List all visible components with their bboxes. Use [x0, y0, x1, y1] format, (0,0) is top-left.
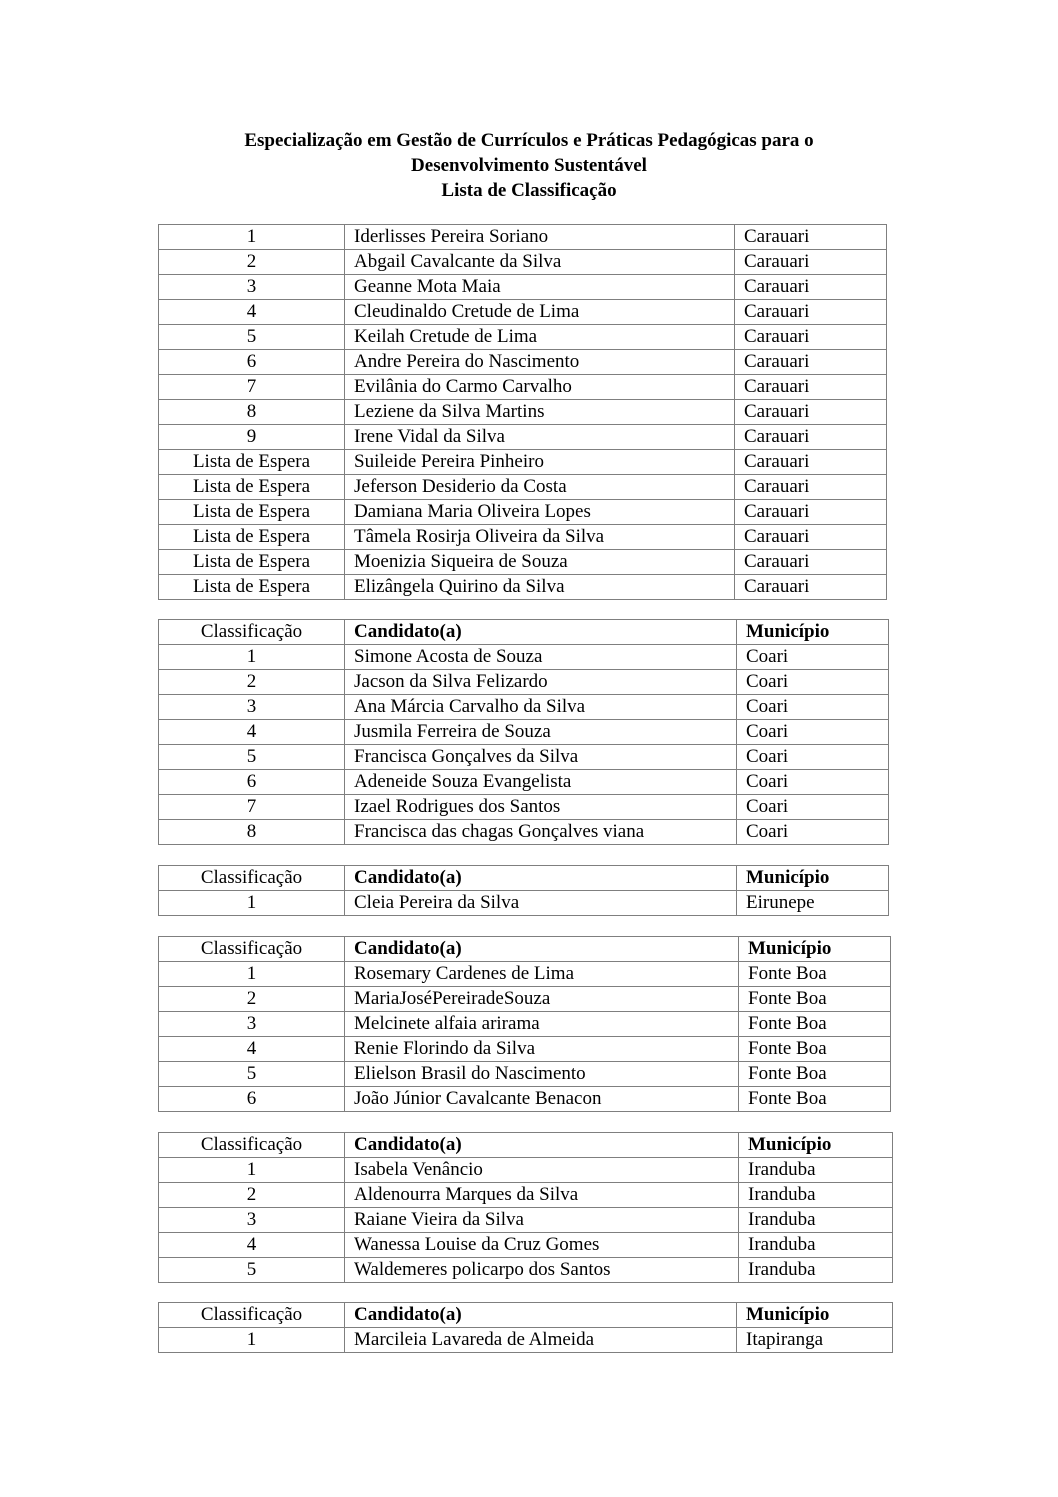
table-row: [159, 1037, 891, 1062]
classification-table-carauari: [158, 224, 887, 600]
table-row: [159, 1183, 893, 1208]
rank-cell: 8: [159, 400, 345, 425]
candidate-name-cell: Moenizia Siqueira de Souza: [345, 550, 735, 575]
classification-table-iranduba: [158, 1132, 893, 1283]
rank-cell: 6: [159, 770, 345, 795]
candidate-name-cell: João Júnior Cavalcante Benacon: [345, 1087, 739, 1112]
table-row: [159, 891, 889, 916]
candidate-name-cell: Francisca das chagas Gonçalves viana: [345, 820, 737, 845]
candidate-name-cell: Ana Márcia Carvalho da Silva: [345, 695, 737, 720]
table-header-row: [159, 937, 891, 962]
municipio-cell: Fonte Boa: [739, 1012, 891, 1037]
municipio-cell: Fonte Boa: [739, 1087, 891, 1112]
table-row: [159, 795, 889, 820]
rank-cell: Lista de Espera: [159, 525, 345, 550]
municipio-cell: Carauari: [735, 375, 887, 400]
rank-cell: 2: [159, 987, 345, 1012]
rank-cell: 1: [159, 1158, 345, 1183]
candidate-name-cell: Cleia Pereira da Silva: [345, 891, 737, 916]
table-row: [159, 250, 887, 275]
rank-cell: 5: [159, 1258, 345, 1283]
header-candidato: Candidato(a): [345, 1303, 737, 1328]
header-candidato: Candidato(a): [345, 937, 739, 962]
candidate-name-cell: Melcinete alfaia arirama: [345, 1012, 739, 1037]
rank-cell: 6: [159, 1087, 345, 1112]
rank-cell: 8: [159, 820, 345, 845]
municipio-cell: Iranduba: [739, 1208, 893, 1233]
municipio-cell: Iranduba: [739, 1233, 893, 1258]
table-row: [159, 575, 887, 600]
table-row: [159, 1062, 891, 1087]
table-row: [159, 1208, 893, 1233]
municipio-cell: Carauari: [735, 425, 887, 450]
municipio-cell: Coari: [737, 720, 889, 745]
candidate-name-cell: Renie Florindo da Silva: [345, 1037, 739, 1062]
municipio-cell: Iranduba: [739, 1258, 893, 1283]
rank-cell: 4: [159, 1233, 345, 1258]
municipio-cell: Coari: [737, 695, 889, 720]
table-row: [159, 695, 889, 720]
table-row: [159, 400, 887, 425]
table-row: [159, 275, 887, 300]
candidate-name-cell: Geanne Mota Maia: [345, 275, 735, 300]
rank-cell: 1: [159, 1328, 345, 1353]
header-municipio: Município: [739, 937, 891, 962]
candidate-name-cell: Keilah Cretude de Lima: [345, 325, 735, 350]
candidate-name-cell: Marcileia Lavareda de Almeida: [345, 1328, 737, 1353]
table-row: [159, 375, 887, 400]
candidate-name-cell: Aldenourra Marques da Silva: [345, 1183, 739, 1208]
rank-cell: 3: [159, 275, 345, 300]
municipio-cell: Fonte Boa: [739, 987, 891, 1012]
table-row: [159, 525, 887, 550]
candidate-name-cell: Waldemeres policarpo dos Santos: [345, 1258, 739, 1283]
rank-cell: 7: [159, 375, 345, 400]
classification-table-eirunepe: [158, 865, 889, 916]
municipio-cell: Carauari: [735, 400, 887, 425]
title-line-1: Especialização em Gestão de Currículos e Práticas Pedagógicas para o: [244, 130, 814, 151]
header-classificacao: Classificação: [159, 620, 345, 645]
rank-cell: 5: [159, 745, 345, 770]
table-row: [159, 500, 887, 525]
table-row: [159, 475, 887, 500]
rank-cell: 1: [159, 962, 345, 987]
rank-cell: 1: [159, 225, 345, 250]
rank-cell: 4: [159, 300, 345, 325]
table-row: [159, 1233, 893, 1258]
header-classificacao: Classificação: [159, 1303, 345, 1328]
candidate-name-cell: Isabela Venâncio: [345, 1158, 739, 1183]
rank-cell: Lista de Espera: [159, 500, 345, 525]
rank-cell: 9: [159, 425, 345, 450]
rank-cell: Lista de Espera: [159, 475, 345, 500]
classification-table-fonte-boa: [158, 936, 891, 1112]
table-row: [159, 350, 887, 375]
table-header-row: [159, 866, 889, 891]
table-header-row: [159, 1303, 893, 1328]
table-header-row: [159, 620, 889, 645]
candidate-name-cell: Jacson da Silva Felizardo: [345, 670, 737, 695]
header-municipio: Município: [739, 1133, 893, 1158]
rank-cell: Lista de Espera: [159, 550, 345, 575]
document-title: [0, 128, 1058, 203]
rank-cell: 2: [159, 1183, 345, 1208]
table-row: [159, 770, 889, 795]
table-row: [159, 962, 891, 987]
rank-cell: Lista de Espera: [159, 575, 345, 600]
candidate-name-cell: Jusmila Ferreira de Souza: [345, 720, 737, 745]
candidate-name-cell: Izael Rodrigues dos Santos: [345, 795, 737, 820]
municipio-cell: Carauari: [735, 225, 887, 250]
rank-cell: 3: [159, 1208, 345, 1233]
rank-cell: 7: [159, 795, 345, 820]
title-line-3: Lista de Classificação: [441, 180, 617, 201]
rank-cell: 1: [159, 645, 345, 670]
municipio-cell: Fonte Boa: [739, 962, 891, 987]
municipio-cell: Carauari: [735, 575, 887, 600]
header-municipio: Município: [737, 866, 889, 891]
table-row: [159, 425, 887, 450]
table-header-row: [159, 1133, 893, 1158]
municipio-cell: Coari: [737, 820, 889, 845]
municipio-cell: Carauari: [735, 450, 887, 475]
table-row: [159, 1158, 893, 1183]
candidate-name-cell: Tâmela Rosirja Oliveira da Silva: [345, 525, 735, 550]
header-classificacao: Classificação: [159, 937, 345, 962]
municipio-cell: Fonte Boa: [739, 1062, 891, 1087]
municipio-cell: Carauari: [735, 300, 887, 325]
municipio-cell: Coari: [737, 670, 889, 695]
candidate-name-cell: Suileide Pereira Pinheiro: [345, 450, 735, 475]
rank-cell: 5: [159, 325, 345, 350]
candidate-name-cell: MariaJoséPereiradeSouza: [345, 987, 739, 1012]
rank-cell: 3: [159, 695, 345, 720]
municipio-cell: Fonte Boa: [739, 1037, 891, 1062]
candidate-name-cell: Leziene da Silva Martins: [345, 400, 735, 425]
table-row: [159, 1328, 893, 1353]
candidate-name-cell: Iderlisses Pereira Soriano: [345, 225, 735, 250]
table-row: [159, 645, 889, 670]
table-row: [159, 820, 889, 845]
candidate-name-cell: Abgail Cavalcante da Silva: [345, 250, 735, 275]
candidate-name-cell: Wanessa Louise da Cruz Gomes: [345, 1233, 739, 1258]
municipio-cell: Carauari: [735, 325, 887, 350]
header-classificacao: Classificação: [159, 866, 345, 891]
candidate-name-cell: Raiane Vieira da Silva: [345, 1208, 739, 1233]
municipio-cell: Iranduba: [739, 1158, 893, 1183]
municipio-cell: Carauari: [735, 525, 887, 550]
municipio-cell: Coari: [737, 645, 889, 670]
municipio-cell: Carauari: [735, 550, 887, 575]
candidate-name-cell: Damiana Maria Oliveira Lopes: [345, 500, 735, 525]
classification-table-itapiranga: [158, 1302, 893, 1353]
candidate-name-cell: Francisca Gonçalves da Silva: [345, 745, 737, 770]
rank-cell: 4: [159, 720, 345, 745]
municipio-cell: Carauari: [735, 475, 887, 500]
header-candidato: Candidato(a): [345, 620, 737, 645]
candidate-name-cell: Irene Vidal da Silva: [345, 425, 735, 450]
rank-cell: 2: [159, 250, 345, 275]
table-row: [159, 225, 887, 250]
candidate-name-cell: Elielson Brasil do Nascimento: [345, 1062, 739, 1087]
municipio-cell: Itapiranga: [737, 1328, 893, 1353]
rank-cell: 4: [159, 1037, 345, 1062]
table-row: [159, 745, 889, 770]
table-row: [159, 1087, 891, 1112]
header-candidato: Candidato(a): [345, 866, 737, 891]
municipio-cell: Carauari: [735, 500, 887, 525]
table-row: [159, 300, 887, 325]
header-municipio: Município: [737, 1303, 893, 1328]
candidate-name-cell: Rosemary Cardenes de Lima: [345, 962, 739, 987]
municipio-cell: Carauari: [735, 350, 887, 375]
rank-cell: 2: [159, 670, 345, 695]
rank-cell: Lista de Espera: [159, 450, 345, 475]
candidate-name-cell: Andre Pereira do Nascimento: [345, 350, 735, 375]
table-row: [159, 450, 887, 475]
table-row: [159, 1258, 893, 1283]
table-row: [159, 720, 889, 745]
rank-cell: 6: [159, 350, 345, 375]
candidate-name-cell: Evilânia do Carmo Carvalho: [345, 375, 735, 400]
candidate-name-cell: Elizângela Quirino da Silva: [345, 575, 735, 600]
title-line-2: Desenvolvimento Sustentável: [411, 155, 647, 176]
table-row: [159, 1012, 891, 1037]
candidate-name-cell: Cleudinaldo Cretude de Lima: [345, 300, 735, 325]
municipio-cell: Carauari: [735, 275, 887, 300]
candidate-name-cell: Adeneide Souza Evangelista: [345, 770, 737, 795]
table-row: [159, 325, 887, 350]
table-row: [159, 670, 889, 695]
rank-cell: 3: [159, 1012, 345, 1037]
municipio-cell: Carauari: [735, 250, 887, 275]
table-row: [159, 550, 887, 575]
municipio-cell: Coari: [737, 745, 889, 770]
table-row: [159, 987, 891, 1012]
municipio-cell: Coari: [737, 795, 889, 820]
rank-cell: 5: [159, 1062, 345, 1087]
header-candidato: Candidato(a): [345, 1133, 739, 1158]
rank-cell: 1: [159, 891, 345, 916]
municipio-cell: Coari: [737, 770, 889, 795]
header-municipio: Município: [737, 620, 889, 645]
municipio-cell: Iranduba: [739, 1183, 893, 1208]
header-classificacao: Classificação: [159, 1133, 345, 1158]
municipio-cell: Eirunepe: [737, 891, 889, 916]
candidate-name-cell: Jeferson Desiderio da Costa: [345, 475, 735, 500]
candidate-name-cell: Simone Acosta de Souza: [345, 645, 737, 670]
classification-table-coari: [158, 619, 889, 845]
